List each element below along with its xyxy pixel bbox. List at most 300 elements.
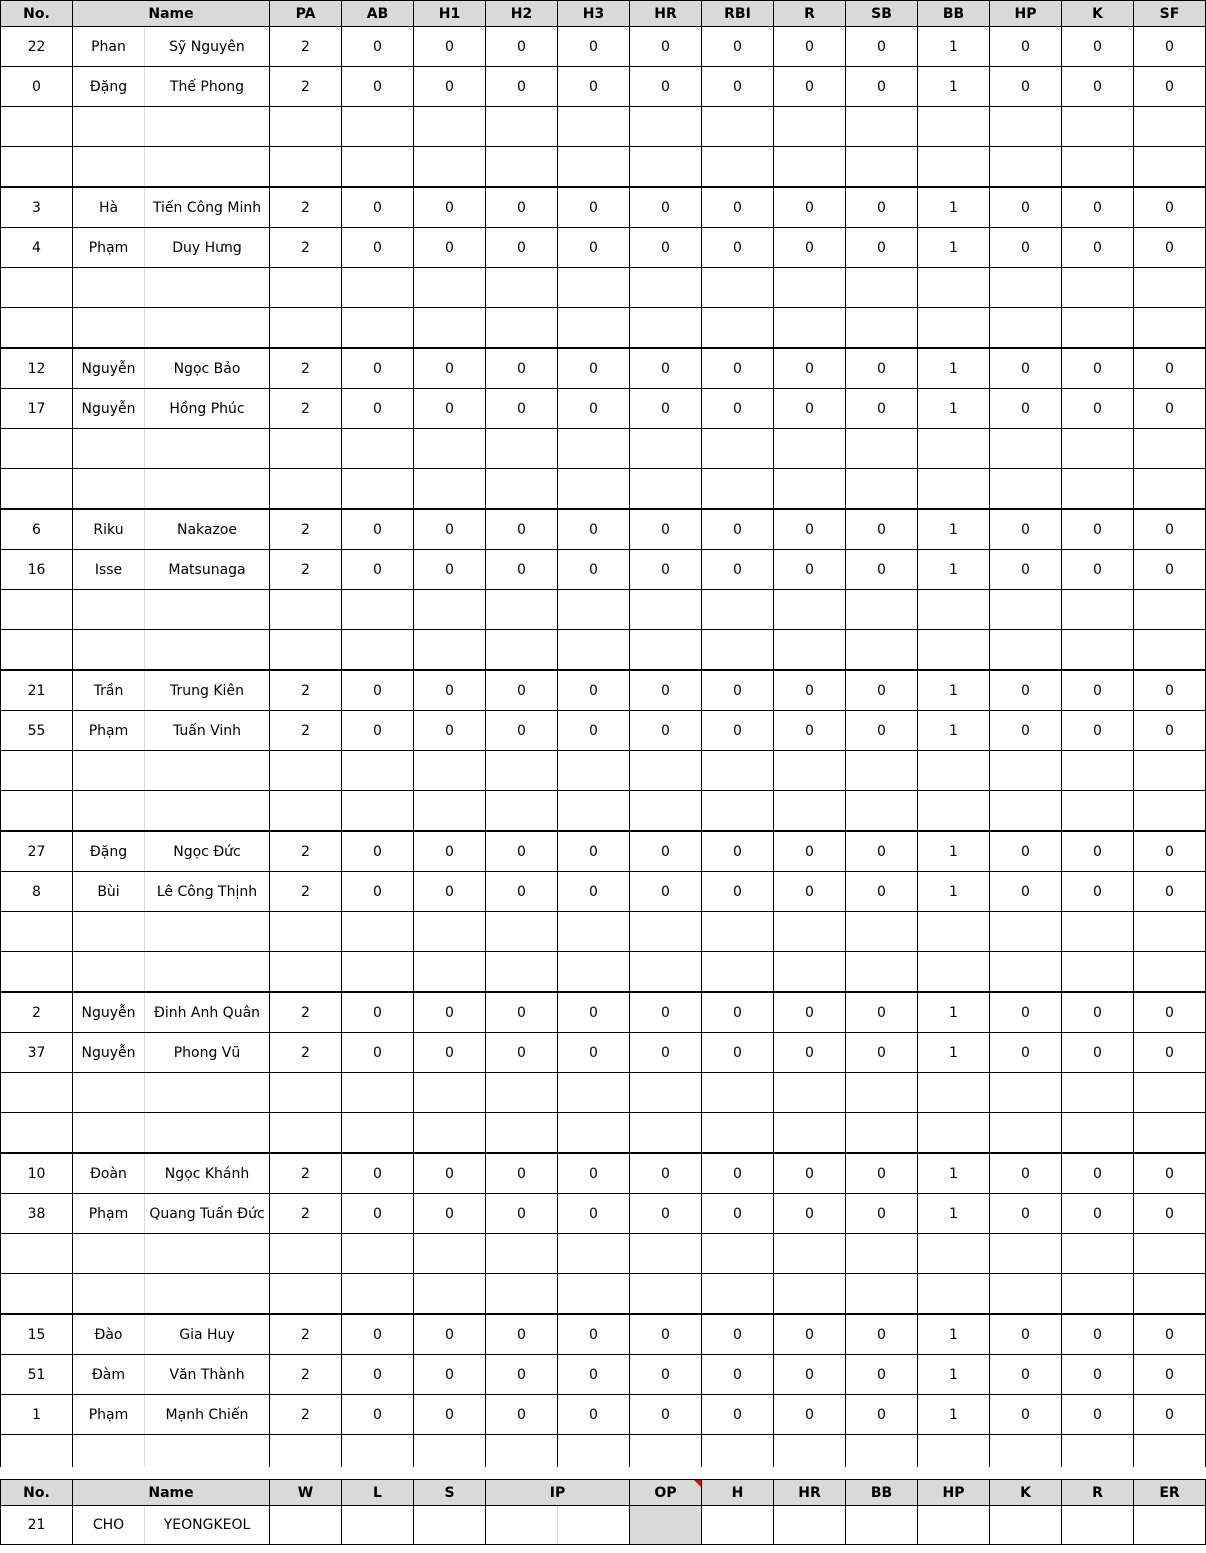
stat-r-cell[interactable]: 0 — [774, 670, 846, 711]
stat-h2-cell[interactable] — [486, 590, 558, 630]
player-no-cell[interactable] — [1, 590, 73, 630]
stat-rbi-cell[interactable] — [702, 308, 774, 349]
stat-hr-cell[interactable] — [630, 1073, 702, 1113]
stat-pa-cell[interactable]: 2 — [270, 1153, 342, 1194]
stat-r-cell[interactable] — [774, 952, 846, 993]
stat-pa-cell[interactable] — [270, 147, 342, 188]
stat-h2-cell[interactable]: 0 — [486, 67, 558, 107]
stat-h2-cell[interactable] — [486, 630, 558, 671]
stat-h1-cell[interactable] — [414, 751, 486, 791]
stat-ab-cell[interactable] — [342, 147, 414, 188]
player-last-name-cell[interactable]: Nakazoe — [145, 509, 270, 550]
stat-k-cell[interactable] — [1062, 912, 1134, 952]
stat-h1-cell[interactable]: 0 — [414, 550, 486, 590]
stat-hr-cell[interactable] — [630, 429, 702, 469]
stat-ab-cell[interactable]: 0 — [342, 711, 414, 751]
stat-r-cell[interactable]: 0 — [774, 67, 846, 107]
stat-k-cell[interactable]: 0 — [1062, 670, 1134, 711]
stat-sf-cell[interactable] — [1134, 147, 1206, 188]
stat-ab-cell[interactable] — [342, 791, 414, 832]
stat-pa-cell[interactable]: 2 — [270, 831, 342, 872]
stat-bb-cell[interactable]: 1 — [918, 228, 990, 268]
stat-h2-cell[interactable]: 0 — [486, 711, 558, 751]
stat-pa-cell[interactable] — [270, 590, 342, 630]
stat-hp-cell[interactable]: 0 — [990, 1153, 1062, 1194]
stat-k-cell[interactable]: 0 — [1062, 872, 1134, 912]
stat-hp-cell[interactable] — [990, 429, 1062, 469]
pcol-header-name[interactable]: Name — [73, 1480, 270, 1506]
player-last-name-cell[interactable]: Phong Vũ — [145, 1033, 270, 1073]
player-last-name-cell[interactable]: Thế Phong — [145, 67, 270, 107]
stat-k-cell[interactable]: 0 — [1062, 67, 1134, 107]
player-last-name-cell[interactable] — [145, 429, 270, 469]
stat-sb-cell[interactable] — [846, 791, 918, 832]
stat-r-cell[interactable] — [774, 1113, 846, 1154]
stat-r-cell[interactable]: 0 — [774, 1395, 846, 1435]
pcol-header-hp[interactable]: HP — [918, 1480, 990, 1506]
stat-sf-cell[interactable]: 0 — [1134, 1314, 1206, 1355]
stat-k-cell[interactable] — [1062, 590, 1134, 630]
stat-sb-cell[interactable] — [846, 469, 918, 510]
pitcher-l-cell[interactable] — [342, 1506, 414, 1545]
stat-hp-cell[interactable]: 0 — [990, 187, 1062, 228]
stat-hr-cell[interactable] — [630, 1234, 702, 1274]
stat-h2-cell[interactable] — [486, 912, 558, 952]
stat-h1-cell[interactable] — [414, 107, 486, 147]
pitcher-bb-cell[interactable] — [846, 1506, 918, 1545]
stat-bb-cell[interactable] — [918, 912, 990, 952]
stat-h1-cell[interactable]: 0 — [414, 711, 486, 751]
stat-sb-cell[interactable]: 0 — [846, 872, 918, 912]
stat-ab-cell[interactable] — [342, 630, 414, 671]
stat-sb-cell[interactable]: 0 — [846, 1395, 918, 1435]
player-no-cell[interactable]: 27 — [1, 831, 73, 872]
stat-h1-cell[interactable]: 0 — [414, 187, 486, 228]
stat-h3-cell[interactable]: 0 — [558, 1314, 630, 1355]
stat-r-cell[interactable]: 0 — [774, 1033, 846, 1073]
stat-r-cell[interactable]: 0 — [774, 1194, 846, 1234]
stat-hr-cell[interactable]: 0 — [630, 1194, 702, 1234]
stat-h1-cell[interactable] — [414, 912, 486, 952]
stat-bb-cell[interactable] — [918, 107, 990, 147]
stat-h1-cell[interactable] — [414, 268, 486, 308]
player-no-cell[interactable]: 37 — [1, 1033, 73, 1073]
stat-sb-cell[interactable] — [846, 308, 918, 349]
stat-sf-cell[interactable]: 0 — [1134, 550, 1206, 590]
stat-r-cell[interactable]: 0 — [774, 1153, 846, 1194]
stat-sb-cell[interactable] — [846, 590, 918, 630]
pitcher-er-cell[interactable] — [1134, 1506, 1206, 1545]
stat-h2-cell[interactable]: 0 — [486, 348, 558, 389]
stat-h2-cell[interactable]: 0 — [486, 550, 558, 590]
stat-h3-cell[interactable] — [558, 791, 630, 832]
stat-h1-cell[interactable] — [414, 590, 486, 630]
stat-ab-cell[interactable] — [342, 1274, 414, 1315]
stat-sf-cell[interactable] — [1134, 1274, 1206, 1315]
stat-sb-cell[interactable] — [846, 429, 918, 469]
stat-bb-cell[interactable]: 1 — [918, 1033, 990, 1073]
stat-k-cell[interactable] — [1062, 1113, 1134, 1154]
stat-sf-cell[interactable] — [1134, 590, 1206, 630]
stat-hp-cell[interactable]: 0 — [990, 27, 1062, 67]
stat-hr-cell[interactable]: 0 — [630, 1033, 702, 1073]
stat-sb-cell[interactable] — [846, 912, 918, 952]
pitcher-op-cell[interactable] — [630, 1506, 702, 1545]
stat-h3-cell[interactable]: 0 — [558, 711, 630, 751]
player-first-name-cell[interactable]: Nguyễn — [73, 992, 145, 1033]
pitcher-hp-cell[interactable] — [918, 1506, 990, 1545]
stat-rbi-cell[interactable]: 0 — [702, 670, 774, 711]
stat-bb-cell[interactable]: 1 — [918, 67, 990, 107]
stat-sb-cell[interactable] — [846, 107, 918, 147]
pcol-header-er[interactable]: ER — [1134, 1480, 1206, 1506]
stat-sb-cell[interactable]: 0 — [846, 1033, 918, 1073]
col-header-r[interactable]: R — [774, 1, 846, 27]
stat-h2-cell[interactable]: 0 — [486, 1355, 558, 1395]
stat-pa-cell[interactable] — [270, 1274, 342, 1315]
stat-ab-cell[interactable] — [342, 107, 414, 147]
stat-k-cell[interactable]: 0 — [1062, 1314, 1134, 1355]
stat-pa-cell[interactable]: 2 — [270, 187, 342, 228]
stat-pa-cell[interactable] — [270, 429, 342, 469]
player-last-name-cell[interactable]: Matsunaga — [145, 550, 270, 590]
player-last-name-cell[interactable] — [145, 912, 270, 952]
stat-h2-cell[interactable] — [486, 1113, 558, 1154]
stat-pa-cell[interactable]: 2 — [270, 992, 342, 1033]
stat-rbi-cell[interactable]: 0 — [702, 1314, 774, 1355]
stat-hr-cell[interactable] — [630, 147, 702, 188]
pitcher-r-cell[interactable] — [1062, 1506, 1134, 1545]
pitcher-s-cell[interactable] — [414, 1506, 486, 1545]
player-first-name-cell[interactable]: Nguyễn — [73, 348, 145, 389]
stat-sf-cell[interactable] — [1134, 791, 1206, 832]
stat-r-cell[interactable] — [774, 590, 846, 630]
stat-rbi-cell[interactable] — [702, 1274, 774, 1315]
stat-h2-cell[interactable] — [486, 1274, 558, 1315]
stat-pa-cell[interactable]: 2 — [270, 389, 342, 429]
stat-hp-cell[interactable] — [990, 1113, 1062, 1154]
stat-h3-cell[interactable] — [558, 1234, 630, 1274]
stat-ab-cell[interactable]: 0 — [342, 872, 414, 912]
stat-ab-cell[interactable] — [342, 268, 414, 308]
stat-hr-cell[interactable] — [630, 630, 702, 671]
stat-hp-cell[interactable] — [990, 107, 1062, 147]
stat-hp-cell[interactable] — [990, 912, 1062, 952]
player-first-name-cell[interactable]: Bùi — [73, 872, 145, 912]
stat-pa-cell[interactable]: 2 — [270, 1314, 342, 1355]
stat-k-cell[interactable]: 0 — [1062, 228, 1134, 268]
player-first-name-cell[interactable] — [73, 590, 145, 630]
stat-rbi-cell[interactable]: 0 — [702, 1033, 774, 1073]
stat-bb-cell[interactable]: 1 — [918, 1194, 990, 1234]
stat-pa-cell[interactable] — [270, 1113, 342, 1154]
stat-r-cell[interactable] — [774, 630, 846, 671]
stat-bb-cell[interactable]: 1 — [918, 992, 990, 1033]
stat-pa-cell[interactable] — [270, 630, 342, 671]
stat-r-cell[interactable] — [774, 791, 846, 832]
stat-rbi-cell[interactable]: 0 — [702, 872, 774, 912]
stat-k-cell[interactable] — [1062, 1073, 1134, 1113]
stat-sb-cell[interactable] — [846, 630, 918, 671]
stat-r-cell[interactable] — [774, 1234, 846, 1274]
stat-ab-cell[interactable] — [342, 429, 414, 469]
stat-h1-cell[interactable]: 0 — [414, 1194, 486, 1234]
stat-ab-cell[interactable]: 0 — [342, 1153, 414, 1194]
col-header-h2[interactable]: H2 — [486, 1, 558, 27]
pcol-header-k[interactable]: K — [990, 1480, 1062, 1506]
stat-pa-cell[interactable]: 2 — [270, 1033, 342, 1073]
stat-sf-cell[interactable]: 0 — [1134, 992, 1206, 1033]
pitcher-hr-cell[interactable] — [774, 1506, 846, 1545]
stat-h3-cell[interactable]: 0 — [558, 27, 630, 67]
col-header-h1[interactable]: H1 — [414, 1, 486, 27]
stat-ab-cell[interactable]: 0 — [342, 348, 414, 389]
stat-rbi-cell[interactable]: 0 — [702, 711, 774, 751]
stat-h1-cell[interactable]: 0 — [414, 1355, 486, 1395]
stat-sb-cell[interactable]: 0 — [846, 670, 918, 711]
stat-h1-cell[interactable] — [414, 630, 486, 671]
stat-hp-cell[interactable]: 0 — [990, 67, 1062, 107]
stat-ab-cell[interactable]: 0 — [342, 1194, 414, 1234]
pcol-header-w[interactable]: W — [270, 1480, 342, 1506]
stat-sf-cell[interactable] — [1134, 912, 1206, 952]
stat-bb-cell[interactable]: 1 — [918, 670, 990, 711]
stat-pa-cell[interactable]: 2 — [270, 509, 342, 550]
stat-hp-cell[interactable] — [990, 469, 1062, 510]
stat-h1-cell[interactable] — [414, 1113, 486, 1154]
col-header-sf[interactable]: SF — [1134, 1, 1206, 27]
stat-hr-cell[interactable]: 0 — [630, 1355, 702, 1395]
pcol-header-op[interactable] — [630, 1480, 702, 1506]
player-first-name-cell[interactable] — [73, 630, 145, 671]
player-last-name-cell[interactable] — [145, 630, 270, 671]
stat-r-cell[interactable]: 0 — [774, 389, 846, 429]
pitcher-no-cell[interactable]: 21 — [1, 1506, 73, 1545]
stat-pa-cell[interactable] — [270, 751, 342, 791]
stat-h1-cell[interactable]: 0 — [414, 1314, 486, 1355]
player-first-name-cell[interactable]: Hà — [73, 187, 145, 228]
stat-pa-cell[interactable] — [270, 107, 342, 147]
stat-hr-cell[interactable]: 0 — [630, 992, 702, 1033]
player-no-cell[interactable] — [1, 308, 73, 349]
player-last-name-cell[interactable] — [145, 308, 270, 349]
stat-r-cell[interactable] — [774, 751, 846, 791]
player-first-name-cell[interactable]: Đàm — [73, 1355, 145, 1395]
stat-h2-cell[interactable] — [486, 308, 558, 349]
stat-r-cell[interactable] — [774, 268, 846, 308]
player-first-name-cell[interactable] — [73, 1113, 145, 1154]
stat-hp-cell[interactable]: 0 — [990, 1395, 1062, 1435]
col-header-rbi[interactable]: RBI — [702, 1, 774, 27]
stat-k-cell[interactable]: 0 — [1062, 27, 1134, 67]
player-first-name-cell[interactable]: Đặng — [73, 67, 145, 107]
stat-ab-cell[interactable]: 0 — [342, 509, 414, 550]
stat-hp-cell[interactable]: 0 — [990, 1194, 1062, 1234]
stat-h3-cell[interactable]: 0 — [558, 348, 630, 389]
stat-sb-cell[interactable]: 0 — [846, 509, 918, 550]
stat-h2-cell[interactable] — [486, 268, 558, 308]
stat-h3-cell[interactable]: 0 — [558, 550, 630, 590]
stat-hp-cell[interactable]: 0 — [990, 389, 1062, 429]
stat-hp-cell[interactable]: 0 — [990, 992, 1062, 1033]
stat-pa-cell[interactable] — [270, 952, 342, 993]
stat-ab-cell[interactable] — [342, 952, 414, 993]
stat-r-cell[interactable]: 0 — [774, 348, 846, 389]
player-first-name-cell[interactable] — [73, 429, 145, 469]
stat-rbi-cell[interactable]: 0 — [702, 509, 774, 550]
stat-hr-cell[interactable]: 0 — [630, 67, 702, 107]
col-header-name[interactable]: Name — [73, 1, 270, 27]
stat-bb-cell[interactable]: 1 — [918, 348, 990, 389]
stat-h3-cell[interactable]: 0 — [558, 872, 630, 912]
stat-sb-cell[interactable]: 0 — [846, 348, 918, 389]
stat-sb-cell[interactable]: 0 — [846, 992, 918, 1033]
stat-rbi-cell[interactable] — [702, 1234, 774, 1274]
stat-h2-cell[interactable]: 0 — [486, 992, 558, 1033]
stat-sf-cell[interactable] — [1134, 429, 1206, 469]
stat-h2-cell[interactable] — [486, 429, 558, 469]
player-last-name-cell[interactable]: Mạnh Chiến — [145, 1395, 270, 1435]
stat-rbi-cell[interactable] — [702, 912, 774, 952]
stat-ab-cell[interactable] — [342, 308, 414, 349]
stat-h2-cell[interactable]: 0 — [486, 1153, 558, 1194]
stat-rbi-cell[interactable]: 0 — [702, 228, 774, 268]
stat-sf-cell[interactable] — [1134, 751, 1206, 791]
stat-h2-cell[interactable]: 0 — [486, 1314, 558, 1355]
stat-rbi-cell[interactable]: 0 — [702, 831, 774, 872]
stat-rbi-cell[interactable]: 0 — [702, 187, 774, 228]
stat-ab-cell[interactable]: 0 — [342, 1033, 414, 1073]
stat-sf-cell[interactable]: 0 — [1134, 187, 1206, 228]
player-last-name-cell[interactable]: Quang Tuấn Đức — [145, 1194, 270, 1234]
stat-h1-cell[interactable] — [414, 147, 486, 188]
player-no-cell[interactable]: 51 — [1, 1355, 73, 1395]
stat-k-cell[interactable]: 0 — [1062, 1033, 1134, 1073]
stat-sf-cell[interactable]: 0 — [1134, 670, 1206, 711]
stat-hr-cell[interactable]: 0 — [630, 872, 702, 912]
pcol-header-bb[interactable]: BB — [846, 1480, 918, 1506]
stat-r-cell[interactable]: 0 — [774, 872, 846, 912]
player-last-name-cell[interactable] — [145, 1234, 270, 1274]
stat-hr-cell[interactable]: 0 — [630, 187, 702, 228]
player-first-name-cell[interactable] — [73, 912, 145, 952]
stat-sf-cell[interactable]: 0 — [1134, 872, 1206, 912]
stat-k-cell[interactable] — [1062, 469, 1134, 510]
stat-rbi-cell[interactable]: 0 — [702, 1194, 774, 1234]
player-last-name-cell[interactable]: Gia Huy — [145, 1314, 270, 1355]
stat-sf-cell[interactable]: 0 — [1134, 1355, 1206, 1395]
stat-k-cell[interactable] — [1062, 308, 1134, 349]
stat-r-cell[interactable] — [774, 469, 846, 510]
stat-rbi-cell[interactable]: 0 — [702, 27, 774, 67]
player-no-cell[interactable] — [1, 107, 73, 147]
stat-ab-cell[interactable] — [342, 590, 414, 630]
stat-h2-cell[interactable]: 0 — [486, 1033, 558, 1073]
player-no-cell[interactable] — [1, 429, 73, 469]
player-last-name-cell[interactable]: Ngọc Khánh — [145, 1153, 270, 1194]
stat-h2-cell[interactable] — [486, 952, 558, 993]
stat-sf-cell[interactable] — [1134, 1234, 1206, 1274]
stat-rbi-cell[interactable]: 0 — [702, 1395, 774, 1435]
stat-sf-cell[interactable]: 0 — [1134, 1395, 1206, 1435]
player-first-name-cell[interactable] — [73, 1073, 145, 1113]
stat-h3-cell[interactable]: 0 — [558, 992, 630, 1033]
stat-h1-cell[interactable] — [414, 1234, 486, 1274]
player-first-name-cell[interactable] — [73, 791, 145, 832]
pcol-header-hr[interactable]: HR — [774, 1480, 846, 1506]
player-last-name-cell[interactable]: Tuấn Vinh — [145, 711, 270, 751]
stat-rbi-cell[interactable] — [702, 751, 774, 791]
stat-pa-cell[interactable]: 2 — [270, 711, 342, 751]
stat-bb-cell[interactable]: 1 — [918, 1395, 990, 1435]
stat-h2-cell[interactable] — [486, 1073, 558, 1113]
player-first-name-cell[interactable] — [73, 268, 145, 308]
stat-ab-cell[interactable]: 0 — [342, 67, 414, 107]
stat-h3-cell[interactable] — [558, 751, 630, 791]
stat-hr-cell[interactable]: 0 — [630, 670, 702, 711]
stat-k-cell[interactable]: 0 — [1062, 509, 1134, 550]
stat-h3-cell[interactable] — [558, 1113, 630, 1154]
stat-h2-cell[interactable] — [486, 147, 558, 188]
stat-sb-cell[interactable]: 0 — [846, 389, 918, 429]
stat-r-cell[interactable] — [774, 429, 846, 469]
stat-h3-cell[interactable] — [558, 308, 630, 349]
stat-r-cell[interactable]: 0 — [774, 1355, 846, 1395]
stat-sf-cell[interactable] — [1134, 1113, 1206, 1154]
stat-ab-cell[interactable]: 0 — [342, 228, 414, 268]
stat-rbi-cell[interactable] — [702, 791, 774, 832]
stat-sb-cell[interactable] — [846, 1073, 918, 1113]
player-no-cell[interactable]: 12 — [1, 348, 73, 389]
stat-h2-cell[interactable]: 0 — [486, 509, 558, 550]
pcol-header-no[interactable]: No. — [1, 1480, 73, 1506]
stat-r-cell[interactable] — [774, 147, 846, 188]
stat-sb-cell[interactable]: 0 — [846, 831, 918, 872]
player-last-name-cell[interactable]: Đinh Anh Quân — [145, 992, 270, 1033]
player-no-cell[interactable]: 0 — [1, 67, 73, 107]
stat-k-cell[interactable] — [1062, 268, 1134, 308]
stat-ab-cell[interactable]: 0 — [342, 187, 414, 228]
player-last-name-cell[interactable] — [145, 791, 270, 832]
stat-hp-cell[interactable]: 0 — [990, 872, 1062, 912]
stat-bb-cell[interactable] — [918, 469, 990, 510]
stat-rbi-cell[interactable]: 0 — [702, 1355, 774, 1395]
stat-h3-cell[interactable] — [558, 147, 630, 188]
stat-h2-cell[interactable]: 0 — [486, 228, 558, 268]
stat-hr-cell[interactable] — [630, 952, 702, 993]
player-no-cell[interactable]: 6 — [1, 509, 73, 550]
player-no-cell[interactable] — [1, 1234, 73, 1274]
stat-sb-cell[interactable] — [846, 268, 918, 308]
stat-h3-cell[interactable]: 0 — [558, 1355, 630, 1395]
player-first-name-cell[interactable] — [73, 107, 145, 147]
player-last-name-cell[interactable]: Tiến Công Minh — [145, 187, 270, 228]
col-header-no[interactable]: No. — [1, 1, 73, 27]
stat-sb-cell[interactable] — [846, 751, 918, 791]
player-first-name-cell[interactable]: Phạm — [73, 711, 145, 751]
player-last-name-cell[interactable]: Sỹ Nguyên — [145, 27, 270, 67]
stat-sb-cell[interactable]: 0 — [846, 711, 918, 751]
stat-h3-cell[interactable]: 0 — [558, 1395, 630, 1435]
player-no-cell[interactable] — [1, 1073, 73, 1113]
stat-bb-cell[interactable] — [918, 952, 990, 993]
pitcher-ip-fraction-cell[interactable] — [558, 1506, 630, 1545]
player-first-name-cell[interactable]: Phan — [73, 27, 145, 67]
stat-hr-cell[interactable]: 0 — [630, 348, 702, 389]
stat-h3-cell[interactable] — [558, 912, 630, 952]
stat-pa-cell[interactable]: 2 — [270, 550, 342, 590]
stat-h3-cell[interactable]: 0 — [558, 1033, 630, 1073]
